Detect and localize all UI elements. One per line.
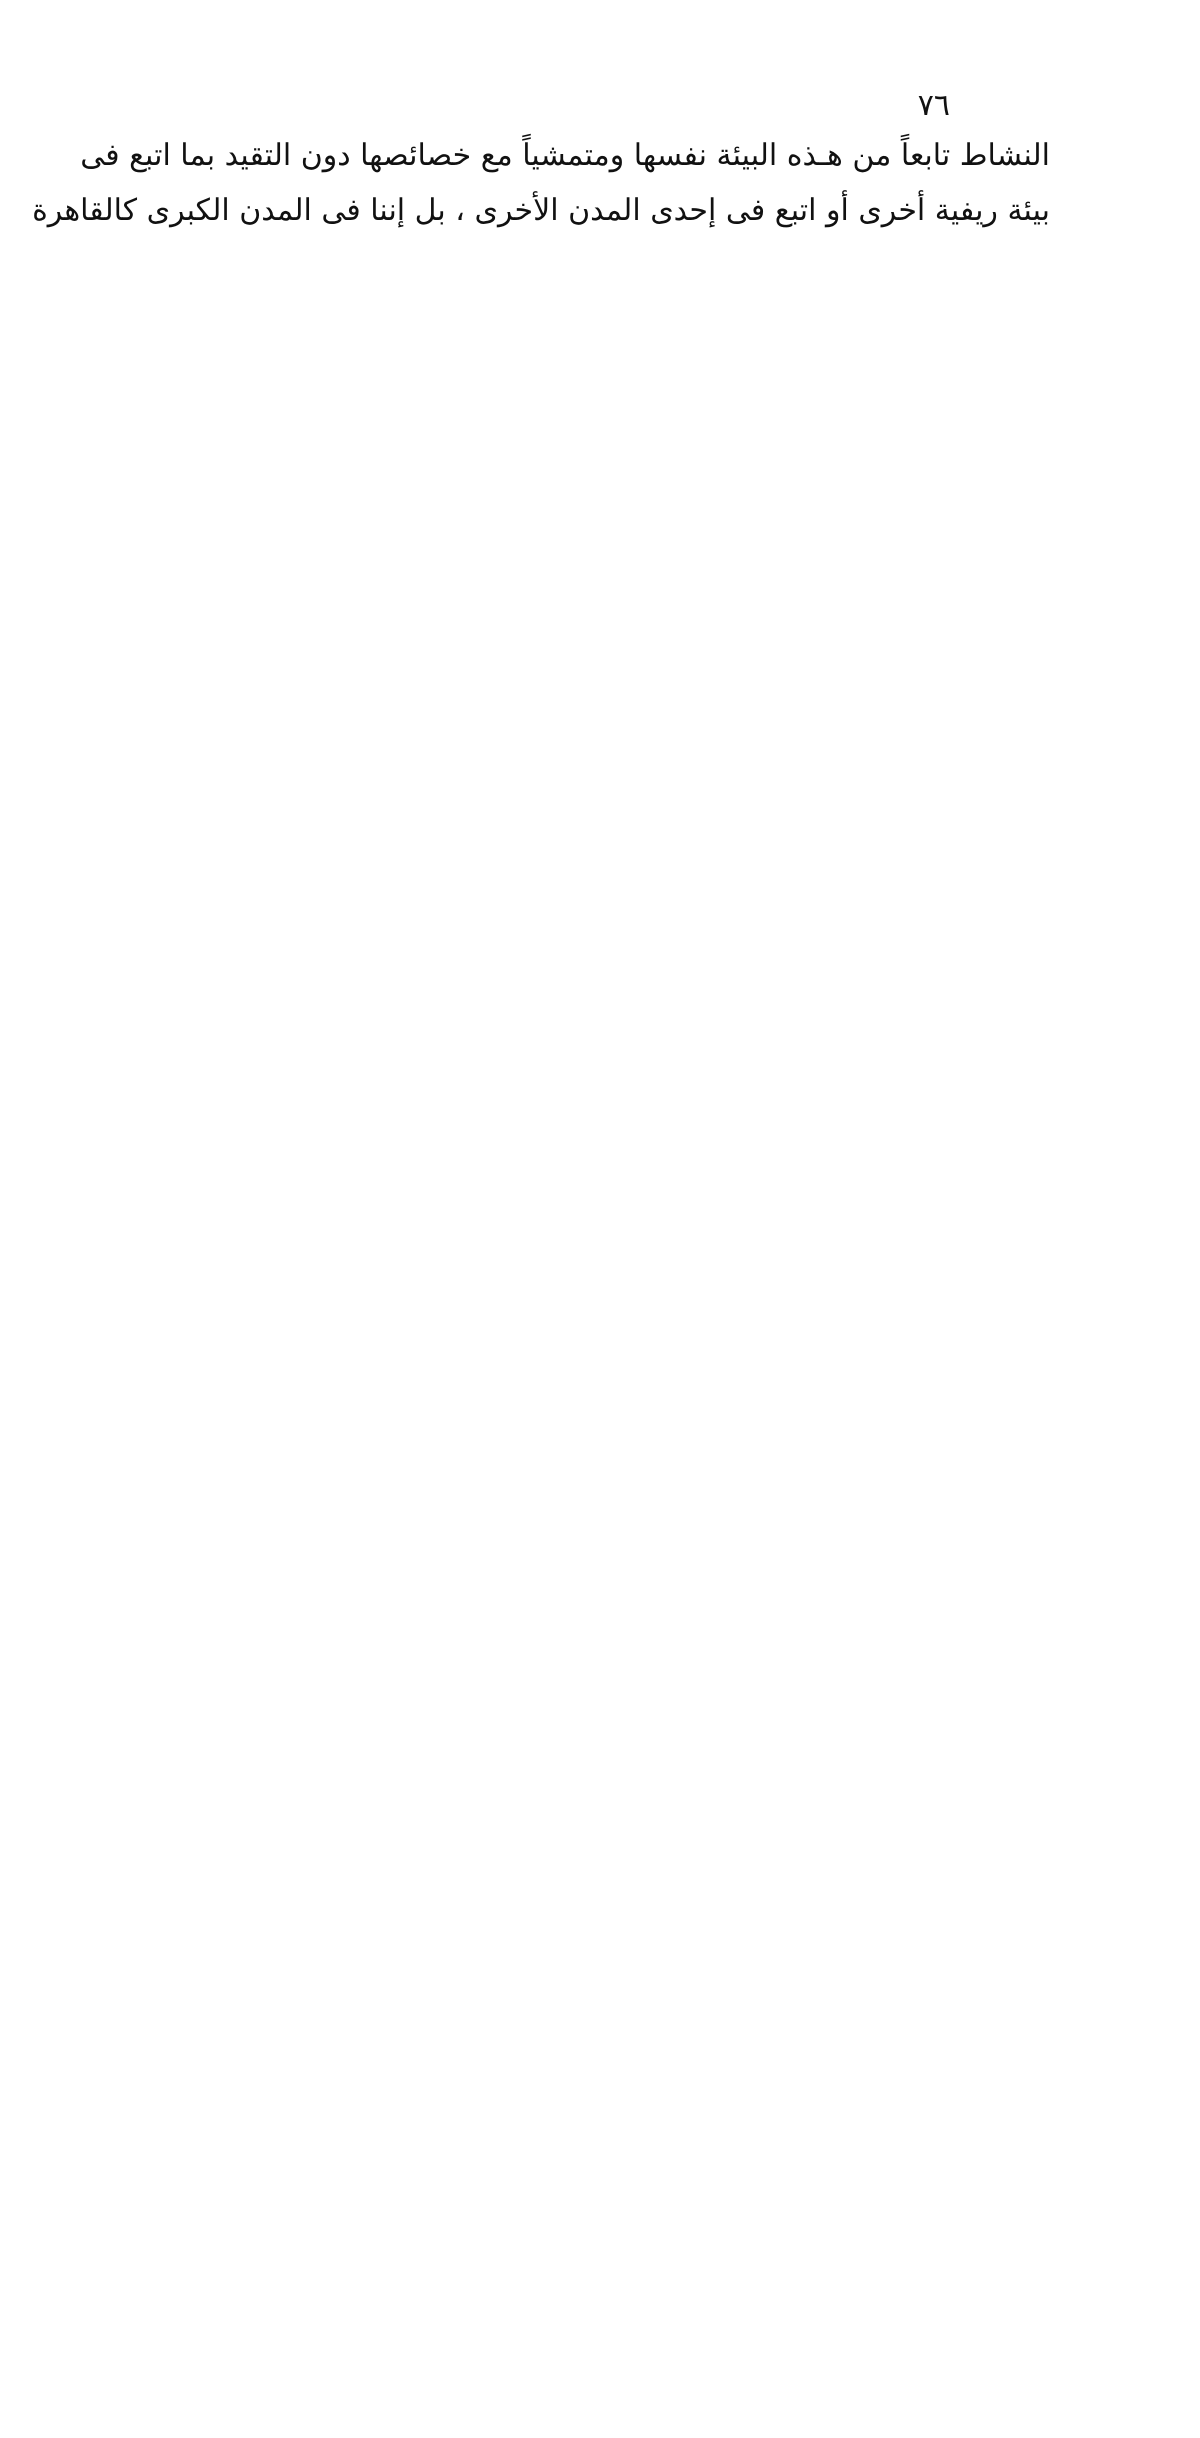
text-line: بيئة ريفية أخرى أو اتبع فى إحدى المدن الأخرى ، بل إننا فى المدن الكبرى كالقاهرة bbox=[32, 193, 1050, 228]
text-line bbox=[150, 1338, 1050, 1393]
text-line bbox=[150, 623, 1050, 678]
text-line bbox=[150, 2273, 1050, 2328]
text-line bbox=[150, 2328, 1050, 2383]
text-line bbox=[150, 1943, 1050, 1998]
text-line bbox=[150, 1668, 1050, 1723]
text-line bbox=[150, 348, 1050, 403]
text-line bbox=[150, 1393, 1050, 1448]
text-line bbox=[150, 2218, 1050, 2273]
text-line bbox=[150, 403, 1050, 458]
text-line bbox=[150, 2053, 1050, 2108]
text-line: النشاط تابعاً من هـذه البيئة نفسها ومتمشياً مع خصائصها دون التقيد بما اتبع فى bbox=[80, 138, 1050, 173]
text-line bbox=[150, 1008, 1050, 1063]
text-line bbox=[150, 513, 1050, 568]
text-line bbox=[150, 1063, 1050, 1118]
text-line bbox=[150, 1283, 1050, 1338]
text-line bbox=[150, 1833, 1050, 1888]
text-line bbox=[150, 898, 1050, 953]
text-line bbox=[150, 733, 1050, 788]
text-line bbox=[150, 843, 1050, 898]
text-line bbox=[150, 238, 1050, 293]
text-line bbox=[150, 1173, 1050, 1228]
text-line bbox=[150, 2108, 1050, 2163]
text-line bbox=[150, 458, 1050, 513]
text-line bbox=[150, 1118, 1050, 1173]
text-line bbox=[150, 1228, 1050, 1283]
text-line bbox=[150, 1888, 1050, 1943]
text-line bbox=[150, 678, 1050, 733]
text-line bbox=[150, 1613, 1050, 1668]
body-text bbox=[32, 128, 1050, 2438]
page-number: ٧٦ bbox=[917, 88, 950, 123]
text-line bbox=[150, 293, 1050, 348]
text-line bbox=[150, 568, 1050, 623]
text-line bbox=[150, 2383, 1050, 2438]
text-line bbox=[150, 1723, 1050, 1778]
text-line bbox=[150, 953, 1050, 1008]
text-line bbox=[150, 1998, 1050, 2053]
text-line bbox=[150, 2163, 1050, 2218]
text-line bbox=[150, 1448, 1050, 1503]
text-line bbox=[150, 1778, 1050, 1833]
text-line bbox=[150, 1503, 1050, 1558]
text-line bbox=[150, 1558, 1050, 1613]
text-line bbox=[150, 788, 1050, 843]
